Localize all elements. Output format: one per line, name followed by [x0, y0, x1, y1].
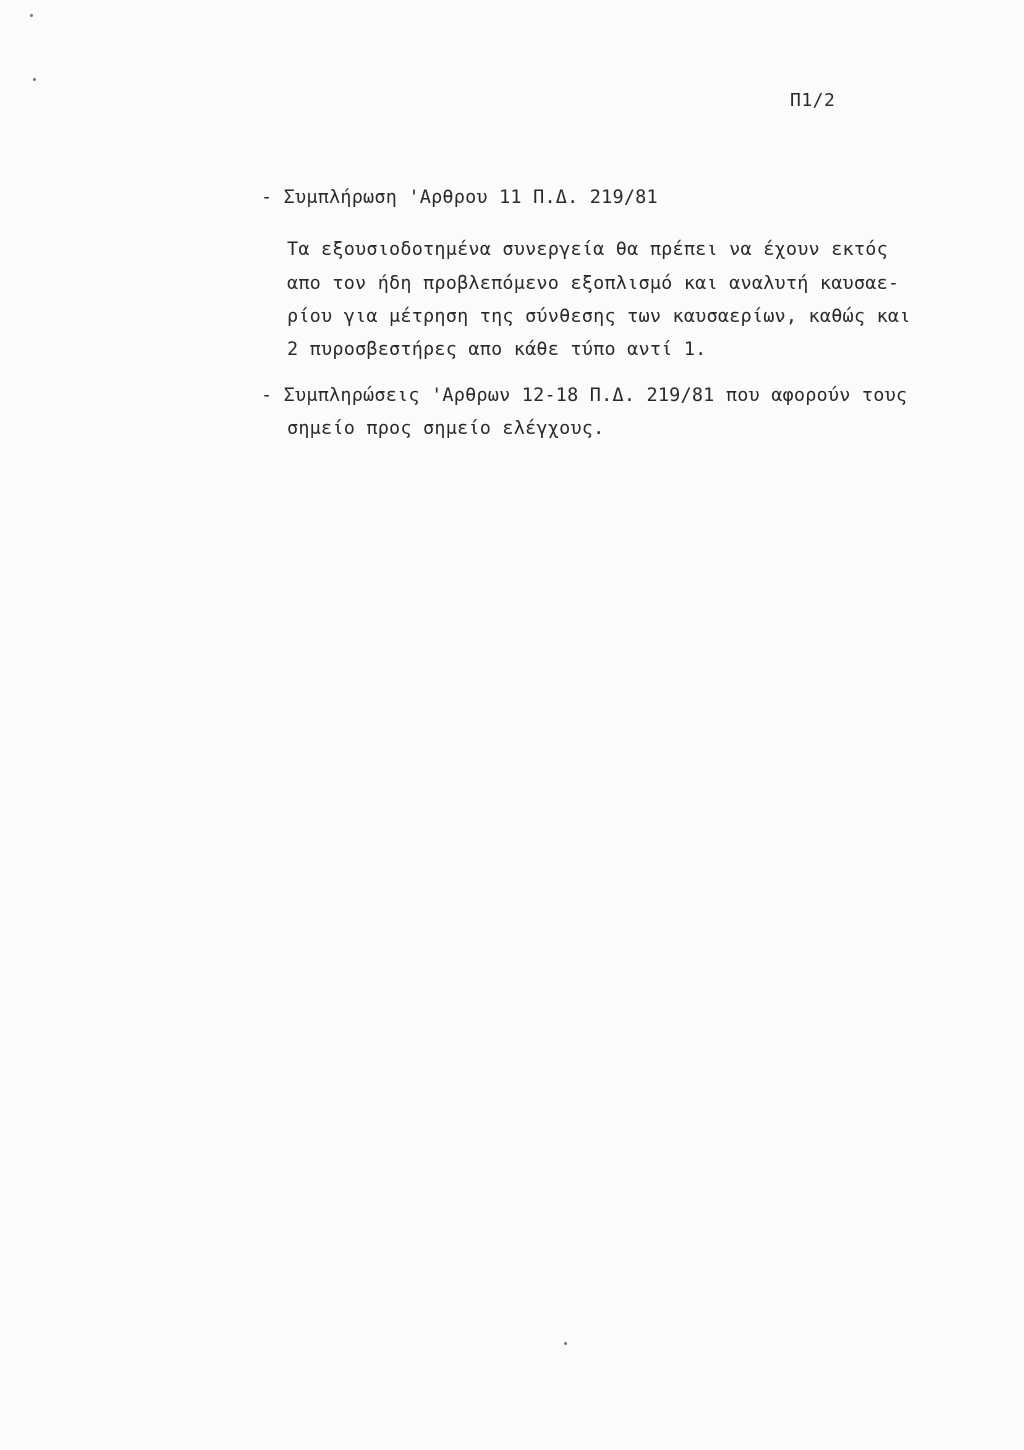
section-2-line-2: σημείο προς σημείο ελέγχους.: [287, 418, 605, 439]
paragraph-line-1: Τα εξουσιοδοτημένα συνεργεία θα πρέπει να έχουν εκτός: [287, 239, 888, 260]
paragraph-line-3: ρίου για μέτρηση της σύνθεσης των καυσαερίων, καθώς και: [287, 306, 911, 327]
section-2-line-1: - Συμπληρώσεις 'Αρθρων 12-18 Π.Δ. 219/81 που αφορούν τους: [261, 385, 908, 406]
paragraph-line-2: απο τον ήδη προβλεπόμενο εξοπλισμό και αναλυτή καυσαε-: [287, 273, 900, 294]
paragraph-line-4: 2 πυροσβεστήρες απο κάθε τύπο αντί 1.: [287, 339, 707, 360]
page-number: Π1/2: [790, 90, 836, 111]
section-1-heading: - Συμπλήρωση 'Αρθρου 11 Π.Δ. 219/81: [261, 187, 658, 208]
scan-speck: [564, 1342, 567, 1345]
scan-speck: [33, 78, 36, 81]
scan-speck: [30, 14, 33, 17]
